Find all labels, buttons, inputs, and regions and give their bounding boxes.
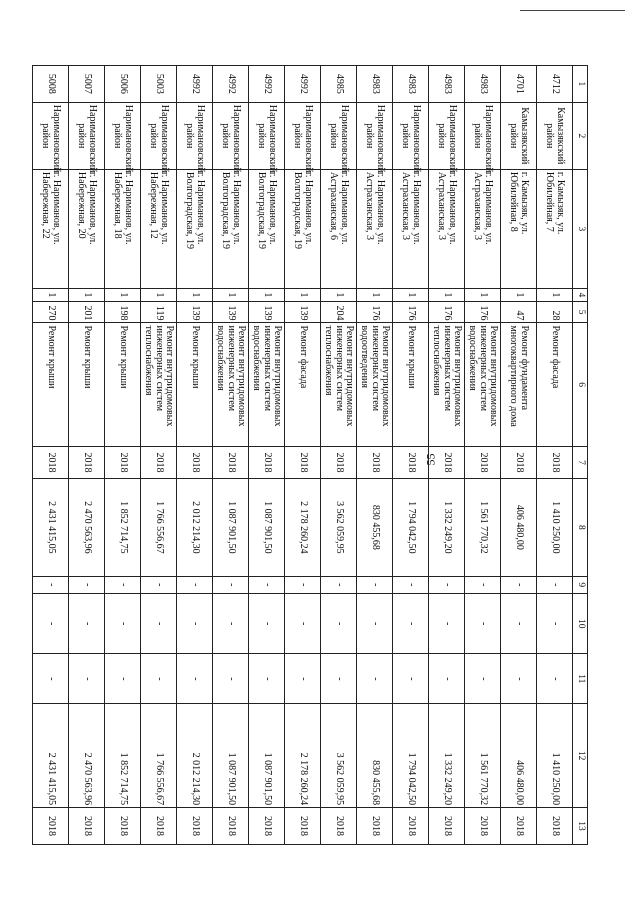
cell-work-type: Ремонт внутридомовых инженерных систем теплоснабжения [321,323,357,446]
cell-completion-year: 2018 [177,808,213,845]
cell-col-5: 139 [285,301,321,323]
cell-col-9: - [501,576,537,593]
cell-address: г. Нариманов, ул. Волгоградская, 19 [213,169,249,288]
column-header-12: 12 [573,704,588,808]
cell-work-type: Ремонт крыши [177,323,213,446]
cell-total: 1 794 042,50 [393,704,429,808]
cell-cost: 1 794 042,50 [393,479,429,576]
cell-completion-year: 2018 [249,808,285,845]
cell-col-11: - [465,654,501,704]
cell-col-4: 1 [321,288,357,301]
cell-col-10: - [429,593,465,654]
cell-col-5: 47 [501,301,537,323]
cell-work-type: Ремонт крыши [393,323,429,446]
cell-col-11: - [393,654,429,704]
cell-col-9: - [177,576,213,593]
cell-total: 2 431 415,05 [33,704,69,808]
cell-year: 2018 [33,446,69,478]
cell-address: г. Нариманов, ул. Астраханская, 3 [393,169,429,288]
cell-col-5: 139 [213,301,249,323]
cell-col-9: - [465,576,501,593]
column-header-11: 11 [573,654,588,704]
table-row [285,66,321,845]
cell-row-id: 4983 [393,66,429,103]
cell-col-11: - [501,654,537,704]
cell-district: Наримановский район [69,102,105,169]
table-row [321,66,357,845]
cell-total: 1 332 249,20 [429,704,465,808]
column-header-10: 10 [573,593,588,654]
column-header-8: 8 [573,479,588,576]
cell-work-type: Ремонт крыши [105,323,141,446]
cell-completion-year: 2018 [465,808,501,845]
cell-completion-year: 2018 [321,808,357,845]
page-number: 55 [423,453,438,466]
cell-year: 2018 [393,446,429,478]
cell-col-4: 1 [141,288,177,301]
table-row [105,66,141,845]
cell-address: г. Нариманов, ул. Астраханская, 3 [357,169,393,288]
cell-address: г. Камызяк, ул. Юбилейная, 7 [537,169,573,288]
cell-col-10: - [141,593,177,654]
cell-col-4: 1 [249,288,285,301]
cell-work-type: Ремонт внутридомовых инженерных систем теплоснабжения [429,323,465,446]
cell-total: 2 178 260,24 [285,704,321,808]
cell-col-10: - [249,593,285,654]
cell-completion-year: 2018 [33,808,69,845]
column-header-9: 9 [573,576,588,593]
cell-year: 2018 [177,446,213,478]
cell-col-5: 204 [321,301,357,323]
cell-col-11: - [141,654,177,704]
cell-cost: 2 431 415,05 [33,479,69,576]
cell-year: 2018 [357,446,393,478]
cell-cost: 1 561 770,32 [465,479,501,576]
table-row [465,66,501,845]
cell-district: Камызякский район [537,102,573,169]
cell-district: Наримановский район [177,102,213,169]
cell-total: 2 470 563,96 [69,704,105,808]
cell-address: г. Нариманов, ул. Астраханская, 6 [321,169,357,288]
cell-total: 2 012 214,30 [177,704,213,808]
table-row [249,66,285,845]
cell-col-4: 1 [501,288,537,301]
cell-work-type: Ремонт фундамента многоквартирного дома [501,323,537,446]
column-header-1: 1 [573,66,588,103]
cell-col-9: - [213,576,249,593]
cell-cost: 1 332 249,20 [429,479,465,576]
cell-address: г. Нариманов, ул. Волгоградская, 19 [249,169,285,288]
cell-completion-year: 2018 [537,808,573,845]
cell-col-4: 1 [285,288,321,301]
cell-col-10: - [177,593,213,654]
table-row [213,66,249,845]
cell-col-5: 201 [69,301,105,323]
cell-row-id: 4983 [357,66,393,103]
header-row [573,66,588,845]
column-header-5: 5 [573,301,588,323]
cell-col-5: 139 [249,301,285,323]
cell-col-9: - [249,576,285,593]
cell-col-4: 1 [177,288,213,301]
table-row [429,66,465,845]
cell-completion-year: 2018 [105,808,141,845]
cell-work-type: Ремонт крыши [69,323,105,446]
table-row [177,66,213,845]
cell-completion-year: 2018 [141,808,177,845]
cell-cost: 2 178 260,24 [285,479,321,576]
cell-cost: 1 852 714,75 [105,479,141,576]
table-row [357,66,393,845]
cell-row-id: 4712 [537,66,573,103]
cell-col-10: - [357,593,393,654]
cell-col-11: - [177,654,213,704]
cell-col-10: - [393,593,429,654]
cell-district: Камызякский район [501,102,537,169]
cell-col-10: - [285,593,321,654]
cell-cost: 830 455,68 [357,479,393,576]
cell-address: г. Нариманов, ул. Набережная, 12 [141,169,177,288]
cell-col-4: 1 [393,288,429,301]
cell-cost: 1 087 901,50 [213,479,249,576]
cell-cost: 2 012 214,30 [177,479,213,576]
cell-work-type: Ремонт внутридомовых инженерных систем водоотведения [357,323,393,446]
cell-col-5: 270 [33,301,69,323]
cell-total: 1 852 714,75 [105,704,141,808]
cell-completion-year: 2018 [357,808,393,845]
cell-col-5: 198 [105,301,141,323]
cell-col-9: - [33,576,69,593]
cell-work-type: Ремонт внутридомовых инженерных систем теплоснабжения [141,323,177,446]
top-rule [520,10,625,11]
cell-col-9: - [357,576,393,593]
cell-cost: 3 562 059,95 [321,479,357,576]
cell-total: 1 766 556,67 [141,704,177,808]
cell-row-id: 4983 [429,66,465,103]
cell-district: Наримановский район [357,102,393,169]
cell-col-4: 1 [33,288,69,301]
cell-row-id: 4992 [249,66,285,103]
cell-year: 2018 [213,446,249,478]
cell-col-10: - [465,593,501,654]
column-header-2: 2 [573,102,588,169]
table-row [537,66,573,845]
cell-year: 2018 [69,446,105,478]
cell-address: г. Камызяк, ул. Юбилейная, 8 [501,169,537,288]
cell-col-11: - [249,654,285,704]
cell-year: 2018 [105,446,141,478]
cell-col-11: - [357,654,393,704]
cell-total: 1 561 770,32 [465,704,501,808]
column-header-7: 7 [573,446,588,478]
cell-completion-year: 2018 [501,808,537,845]
cell-col-9: - [393,576,429,593]
cell-col-10: - [537,593,573,654]
cell-row-id: 4985 [321,66,357,103]
cell-year: 2018 [321,446,357,478]
cell-row-id: 5003 [141,66,177,103]
cell-col-4: 1 [537,288,573,301]
cell-address: г. Нариманов, ул. Набережная, 22 [33,169,69,288]
cell-work-type: Ремонт внутридомовых инженерных систем водоснабжения [465,323,501,446]
cell-cost: 1 766 556,67 [141,479,177,576]
cell-work-type: Ремонт фасада [537,323,573,446]
cell-row-id: 4992 [177,66,213,103]
cell-completion-year: 2018 [393,808,429,845]
table-row [141,66,177,845]
cell-row-id: 4701 [501,66,537,103]
cell-address: г. Нариманов, ул. Астраханская, 3 [465,169,501,288]
cell-row-id: 5006 [105,66,141,103]
cell-col-5: 176 [393,301,429,323]
cell-col-11: - [105,654,141,704]
cell-total: 406 480,00 [501,704,537,808]
cell-address: г. Нариманов, ул. Набережная, 18 [105,169,141,288]
cell-total: 1 087 901,50 [249,704,285,808]
cell-col-4: 1 [213,288,249,301]
cell-col-4: 1 [105,288,141,301]
cell-year: 2018 [141,446,177,478]
cell-col-11: - [429,654,465,704]
cell-row-id: 4992 [213,66,249,103]
cell-district: Наримановский район [141,102,177,169]
column-header-3: 3 [573,169,588,288]
cell-work-type: Ремонт крыши [33,323,69,446]
cell-row-id: 4983 [465,66,501,103]
cell-col-5: 176 [465,301,501,323]
cell-district: Наримановский район [249,102,285,169]
cell-district: Наримановский район [429,102,465,169]
cell-col-11: - [321,654,357,704]
cell-address: г. Нариманов, ул. Волгоградская, 19 [285,169,321,288]
column-header-4: 4 [573,288,588,301]
column-header-13: 13 [573,808,588,845]
cell-district: Наримановский район [465,102,501,169]
cell-cost: 1 087 901,50 [249,479,285,576]
cell-col-10: - [501,593,537,654]
cell-district: Наримановский район [213,102,249,169]
cell-col-9: - [429,576,465,593]
cell-col-5: 176 [429,301,465,323]
cell-col-5: 176 [357,301,393,323]
cell-col-5: 139 [177,301,213,323]
cell-year: 2018 [501,446,537,478]
cell-col-10: - [321,593,357,654]
cell-col-4: 1 [357,288,393,301]
cell-col-4: 1 [465,288,501,301]
cell-district: Наримановский район [285,102,321,169]
cell-col-11: - [69,654,105,704]
table-body [33,66,573,845]
table-row [501,66,537,845]
cell-total: 1 087 901,50 [213,704,249,808]
cell-cost: 2 470 563,96 [69,479,105,576]
table-row [393,66,429,845]
cell-total: 830 455,68 [357,704,393,808]
table-row [33,66,69,845]
cell-col-4: 1 [429,288,465,301]
cell-completion-year: 2018 [429,808,465,845]
cell-col-11: - [537,654,573,704]
cell-completion-year: 2018 [69,808,105,845]
cell-address: г. Нариманов, ул. Набережная, 20 [69,169,105,288]
cell-year: 2018 [537,446,573,478]
cell-col-9: - [141,576,177,593]
cell-col-9: - [285,576,321,593]
cell-col-9: - [69,576,105,593]
cell-col-10: - [213,593,249,654]
cell-col-11: - [213,654,249,704]
cell-col-10: - [105,593,141,654]
cell-work-type: Ремонт внутридомовых инженерных систем водоснабжения [213,323,249,446]
cell-address: г. Нариманов, ул. Волгоградская, 19 [177,169,213,288]
cell-district: Наримановский район [393,102,429,169]
cell-row-id: 4992 [285,66,321,103]
cell-year: 2018 [465,446,501,478]
repair-program-table [32,65,588,845]
rotated-table-wrapper [40,65,588,845]
column-header-6: 6 [573,323,588,446]
cell-district: Наримановский район [105,102,141,169]
cell-work-type: Ремонт фасада [285,323,321,446]
cell-year: 2018 [249,446,285,478]
cell-address: г. Нариманов, ул. Астраханская, 3 [429,169,465,288]
cell-col-11: - [33,654,69,704]
cell-total: 3 562 059,95 [321,704,357,808]
cell-year: 2018 [429,446,465,478]
cell-year: 2018 [285,446,321,478]
cell-cost: 406 480,00 [501,479,537,576]
cell-col-9: - [537,576,573,593]
cell-cost: 1 410 250,00 [537,479,573,576]
cell-completion-year: 2018 [213,808,249,845]
cell-district: Наримановский район [321,102,357,169]
cell-col-9: - [321,576,357,593]
cell-row-id: 5007 [69,66,105,103]
cell-col-9: - [105,576,141,593]
cell-work-type: Ремонт внутридомовых инженерных систем водоснабжения [249,323,285,446]
cell-completion-year: 2018 [285,808,321,845]
cell-row-id: 5008 [33,66,69,103]
cell-col-5: 119 [141,301,177,323]
cell-col-10: - [69,593,105,654]
cell-total: 1 410 250,00 [537,704,573,808]
cell-district: Наримановский район [33,102,69,169]
cell-col-5: 28 [537,301,573,323]
cell-col-11: - [285,654,321,704]
table-row [69,66,105,845]
cell-col-4: 1 [69,288,105,301]
cell-col-10: - [33,593,69,654]
